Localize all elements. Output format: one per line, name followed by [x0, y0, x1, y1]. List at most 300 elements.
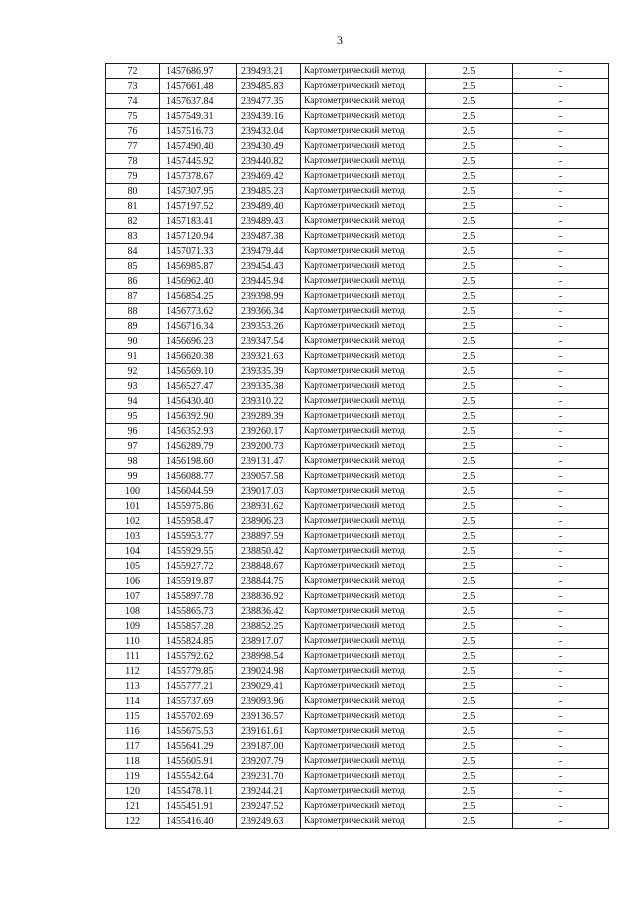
table-row — [106, 694, 609, 709]
table-row — [106, 469, 609, 484]
accuracy-cell: 2.5 — [426, 94, 513, 109]
method-cell: Картометрический метод — [301, 94, 426, 109]
accuracy-cell: 2.5 — [426, 214, 513, 229]
accuracy-cell: 2.5 — [426, 454, 513, 469]
table-row — [106, 634, 609, 649]
table-row — [106, 574, 609, 589]
y-coordinate-cell: 239249.63 — [237, 814, 301, 829]
table-row — [106, 604, 609, 619]
y-coordinate-cell: 239366.34 — [237, 304, 301, 319]
accuracy-cell: 2.5 — [426, 79, 513, 94]
point-number-cell: 87 — [106, 289, 160, 304]
note-cell: - — [513, 229, 609, 244]
y-coordinate-cell: 239200.73 — [237, 439, 301, 454]
x-coordinate-cell: 1456044.59 — [160, 484, 237, 499]
x-coordinate-cell: 1457637.84 — [160, 94, 237, 109]
table-row — [106, 739, 609, 754]
note-cell: - — [513, 529, 609, 544]
y-coordinate-cell: 239024.98 — [237, 664, 301, 679]
method-cell: Картометрический метод — [301, 364, 426, 379]
table-row — [106, 349, 609, 364]
table-row — [106, 499, 609, 514]
method-cell: Картометрический метод — [301, 454, 426, 469]
note-cell: - — [513, 604, 609, 619]
point-number-cell: 82 — [106, 214, 160, 229]
accuracy-cell: 2.5 — [426, 394, 513, 409]
point-number-cell: 109 — [106, 619, 160, 634]
point-number-cell: 100 — [106, 484, 160, 499]
note-cell: - — [513, 64, 609, 79]
note-cell: - — [513, 574, 609, 589]
y-coordinate-cell: 239187.00 — [237, 739, 301, 754]
method-cell: Картометрический метод — [301, 559, 426, 574]
note-cell: - — [513, 469, 609, 484]
y-coordinate-cell: 238897.59 — [237, 529, 301, 544]
point-number-cell: 72 — [106, 64, 160, 79]
note-cell: - — [513, 319, 609, 334]
x-coordinate-cell: 1456088.77 — [160, 469, 237, 484]
y-coordinate-cell: 239398.99 — [237, 289, 301, 304]
method-cell: Картометрический метод — [301, 769, 426, 784]
x-coordinate-cell: 1455792.62 — [160, 649, 237, 664]
method-cell: Картометрический метод — [301, 544, 426, 559]
method-cell: Картометрический метод — [301, 754, 426, 769]
table-row — [106, 454, 609, 469]
point-number-cell: 120 — [106, 784, 160, 799]
table-row — [106, 424, 609, 439]
x-coordinate-cell: 1455777.21 — [160, 679, 237, 694]
point-number-cell: 111 — [106, 649, 160, 664]
x-coordinate-cell: 1455865.73 — [160, 604, 237, 619]
accuracy-cell: 2.5 — [426, 664, 513, 679]
x-coordinate-cell: 1456773.62 — [160, 304, 237, 319]
accuracy-cell: 2.5 — [426, 724, 513, 739]
y-coordinate-cell: 239310.22 — [237, 394, 301, 409]
method-cell: Картометрический метод — [301, 274, 426, 289]
y-coordinate-cell: 238844.75 — [237, 574, 301, 589]
x-coordinate-cell: 1456289.79 — [160, 439, 237, 454]
method-cell: Картометрический метод — [301, 484, 426, 499]
table-row — [106, 109, 609, 124]
method-cell: Картометрический метод — [301, 469, 426, 484]
y-coordinate-cell: 239335.38 — [237, 379, 301, 394]
y-coordinate-cell: 238906.23 — [237, 514, 301, 529]
accuracy-cell: 2.5 — [426, 799, 513, 814]
accuracy-cell: 2.5 — [426, 649, 513, 664]
note-cell: - — [513, 199, 609, 214]
point-number-cell: 107 — [106, 589, 160, 604]
point-number-cell: 102 — [106, 514, 160, 529]
point-number-cell: 75 — [106, 109, 160, 124]
method-cell: Картометрический метод — [301, 154, 426, 169]
table-row — [106, 784, 609, 799]
point-number-cell: 117 — [106, 739, 160, 754]
method-cell: Картометрический метод — [301, 424, 426, 439]
y-coordinate-cell: 239347.54 — [237, 334, 301, 349]
x-coordinate-cell: 1456430.40 — [160, 394, 237, 409]
accuracy-cell: 2.5 — [426, 349, 513, 364]
note-cell: - — [513, 619, 609, 634]
note-cell: - — [513, 184, 609, 199]
accuracy-cell: 2.5 — [426, 439, 513, 454]
table-row — [106, 379, 609, 394]
accuracy-cell: 2.5 — [426, 274, 513, 289]
point-number-cell: 113 — [106, 679, 160, 694]
y-coordinate-cell: 239445.94 — [237, 274, 301, 289]
y-coordinate-cell: 239231.70 — [237, 769, 301, 784]
note-cell: - — [513, 634, 609, 649]
point-number-cell: 119 — [106, 769, 160, 784]
coordinates-table-body — [106, 64, 609, 829]
table-row — [106, 94, 609, 109]
note-cell: - — [513, 304, 609, 319]
accuracy-cell: 2.5 — [426, 109, 513, 124]
note-cell: - — [513, 559, 609, 574]
note-cell: - — [513, 334, 609, 349]
method-cell: Картометрический метод — [301, 634, 426, 649]
y-coordinate-cell: 239479.44 — [237, 244, 301, 259]
y-coordinate-cell: 239093.96 — [237, 694, 301, 709]
x-coordinate-cell: 1456569.10 — [160, 364, 237, 379]
accuracy-cell: 2.5 — [426, 229, 513, 244]
note-cell: - — [513, 649, 609, 664]
y-coordinate-cell: 239247.52 — [237, 799, 301, 814]
method-cell: Картометрический метод — [301, 139, 426, 154]
accuracy-cell: 2.5 — [426, 739, 513, 754]
x-coordinate-cell: 1455702.69 — [160, 709, 237, 724]
table-row — [106, 274, 609, 289]
point-number-cell: 85 — [106, 259, 160, 274]
table-row — [106, 769, 609, 784]
note-cell: - — [513, 244, 609, 259]
note-cell: - — [513, 139, 609, 154]
point-number-cell: 118 — [106, 754, 160, 769]
accuracy-cell: 2.5 — [426, 604, 513, 619]
method-cell: Картометрический метод — [301, 604, 426, 619]
y-coordinate-cell: 239493.21 — [237, 64, 301, 79]
accuracy-cell: 2.5 — [426, 769, 513, 784]
point-number-cell: 106 — [106, 574, 160, 589]
x-coordinate-cell: 1455605.91 — [160, 754, 237, 769]
y-coordinate-cell: 239029.41 — [237, 679, 301, 694]
method-cell: Картометрический метод — [301, 349, 426, 364]
table-row — [106, 709, 609, 724]
point-number-cell: 96 — [106, 424, 160, 439]
accuracy-cell: 2.5 — [426, 529, 513, 544]
x-coordinate-cell: 1455416.40 — [160, 814, 237, 829]
table-row — [106, 799, 609, 814]
method-cell: Картометрический метод — [301, 379, 426, 394]
y-coordinate-cell: 239136.57 — [237, 709, 301, 724]
method-cell: Картометрический метод — [301, 799, 426, 814]
point-number-cell: 114 — [106, 694, 160, 709]
accuracy-cell: 2.5 — [426, 619, 513, 634]
x-coordinate-cell: 1457183.41 — [160, 214, 237, 229]
accuracy-cell: 2.5 — [426, 709, 513, 724]
table-row — [106, 184, 609, 199]
method-cell: Картометрический метод — [301, 589, 426, 604]
accuracy-cell: 2.5 — [426, 199, 513, 214]
method-cell: Картометрический метод — [301, 619, 426, 634]
note-cell: - — [513, 364, 609, 379]
accuracy-cell: 2.5 — [426, 484, 513, 499]
x-coordinate-cell: 1457445.92 — [160, 154, 237, 169]
point-number-cell: 94 — [106, 394, 160, 409]
note-cell: - — [513, 679, 609, 694]
method-cell: Картометрический метод — [301, 184, 426, 199]
accuracy-cell: 2.5 — [426, 694, 513, 709]
accuracy-cell: 2.5 — [426, 379, 513, 394]
table-row — [106, 139, 609, 154]
note-cell: - — [513, 454, 609, 469]
method-cell: Картометрический метод — [301, 724, 426, 739]
point-number-cell: 95 — [106, 409, 160, 424]
x-coordinate-cell: 1455737.69 — [160, 694, 237, 709]
method-cell: Картометрический метод — [301, 334, 426, 349]
y-coordinate-cell: 239207.79 — [237, 754, 301, 769]
y-coordinate-cell: 239485.23 — [237, 184, 301, 199]
accuracy-cell: 2.5 — [426, 139, 513, 154]
method-cell: Картометрический метод — [301, 574, 426, 589]
point-number-cell: 110 — [106, 634, 160, 649]
accuracy-cell: 2.5 — [426, 514, 513, 529]
point-number-cell: 99 — [106, 469, 160, 484]
y-coordinate-cell: 239485.83 — [237, 79, 301, 94]
y-coordinate-cell: 239131.47 — [237, 454, 301, 469]
note-cell: - — [513, 154, 609, 169]
method-cell: Картометрический метод — [301, 739, 426, 754]
note-cell: - — [513, 349, 609, 364]
point-number-cell: 98 — [106, 454, 160, 469]
method-cell: Картометрический метод — [301, 319, 426, 334]
y-coordinate-cell: 238917.07 — [237, 634, 301, 649]
x-coordinate-cell: 1457686.97 — [160, 64, 237, 79]
method-cell: Картометрический метод — [301, 109, 426, 124]
note-cell: - — [513, 514, 609, 529]
point-number-cell: 76 — [106, 124, 160, 139]
table-row — [106, 814, 609, 829]
page-number: 3 — [337, 33, 343, 47]
y-coordinate-cell: 238836.42 — [237, 604, 301, 619]
method-cell: Картометрический метод — [301, 499, 426, 514]
table-row — [106, 679, 609, 694]
note-cell: - — [513, 484, 609, 499]
note-cell: - — [513, 394, 609, 409]
point-number-cell: 81 — [106, 199, 160, 214]
note-cell: - — [513, 274, 609, 289]
table-row — [106, 334, 609, 349]
note-cell: - — [513, 754, 609, 769]
accuracy-cell: 2.5 — [426, 634, 513, 649]
point-number-cell: 73 — [106, 79, 160, 94]
y-coordinate-cell: 239440.82 — [237, 154, 301, 169]
table-row — [106, 259, 609, 274]
accuracy-cell: 2.5 — [426, 334, 513, 349]
note-cell: - — [513, 544, 609, 559]
x-coordinate-cell: 1457378.67 — [160, 169, 237, 184]
y-coordinate-cell: 239244.21 — [237, 784, 301, 799]
method-cell: Картометрический метод — [301, 439, 426, 454]
y-coordinate-cell: 239430.49 — [237, 139, 301, 154]
table-row — [106, 529, 609, 544]
x-coordinate-cell: 1456352.93 — [160, 424, 237, 439]
y-coordinate-cell: 238931.62 — [237, 499, 301, 514]
note-cell: - — [513, 499, 609, 514]
accuracy-cell: 2.5 — [426, 589, 513, 604]
accuracy-cell: 2.5 — [426, 319, 513, 334]
accuracy-cell: 2.5 — [426, 544, 513, 559]
accuracy-cell: 2.5 — [426, 469, 513, 484]
y-coordinate-cell: 239487.38 — [237, 229, 301, 244]
x-coordinate-cell: 1457307.95 — [160, 184, 237, 199]
x-coordinate-cell: 1457549.31 — [160, 109, 237, 124]
accuracy-cell: 2.5 — [426, 124, 513, 139]
x-coordinate-cell: 1455857.28 — [160, 619, 237, 634]
note-cell: - — [513, 439, 609, 454]
table-row — [106, 244, 609, 259]
table-row — [106, 409, 609, 424]
note-cell: - — [513, 709, 609, 724]
note-cell: - — [513, 169, 609, 184]
note-cell: - — [513, 814, 609, 829]
note-cell: - — [513, 124, 609, 139]
point-number-cell: 83 — [106, 229, 160, 244]
method-cell: Картометрический метод — [301, 304, 426, 319]
y-coordinate-cell: 239439.16 — [237, 109, 301, 124]
accuracy-cell: 2.5 — [426, 184, 513, 199]
x-coordinate-cell: 1456527.47 — [160, 379, 237, 394]
note-cell: - — [513, 79, 609, 94]
y-coordinate-cell: 239489.43 — [237, 214, 301, 229]
note-cell: - — [513, 409, 609, 424]
y-coordinate-cell: 239469.42 — [237, 169, 301, 184]
y-coordinate-cell: 239477.35 — [237, 94, 301, 109]
point-number-cell: 121 — [106, 799, 160, 814]
y-coordinate-cell: 238852.25 — [237, 619, 301, 634]
y-coordinate-cell: 238848.67 — [237, 559, 301, 574]
x-coordinate-cell: 1456620.38 — [160, 349, 237, 364]
method-cell: Картометрический метод — [301, 229, 426, 244]
x-coordinate-cell: 1456716.34 — [160, 319, 237, 334]
method-cell: Картометрический метод — [301, 649, 426, 664]
accuracy-cell: 2.5 — [426, 574, 513, 589]
x-coordinate-cell: 1455929.55 — [160, 544, 237, 559]
point-number-cell: 80 — [106, 184, 160, 199]
point-number-cell: 122 — [106, 814, 160, 829]
accuracy-cell: 2.5 — [426, 814, 513, 829]
note-cell: - — [513, 289, 609, 304]
method-cell: Картометрический метод — [301, 214, 426, 229]
table-row — [106, 394, 609, 409]
x-coordinate-cell: 1455958.47 — [160, 514, 237, 529]
table-row — [106, 589, 609, 604]
x-coordinate-cell: 1455451.91 — [160, 799, 237, 814]
note-cell: - — [513, 784, 609, 799]
y-coordinate-cell: 239454.43 — [237, 259, 301, 274]
table-row — [106, 214, 609, 229]
x-coordinate-cell: 1456198.60 — [160, 454, 237, 469]
method-cell: Картометрический метод — [301, 694, 426, 709]
x-coordinate-cell: 1457071.33 — [160, 244, 237, 259]
accuracy-cell: 2.5 — [426, 784, 513, 799]
point-number-cell: 77 — [106, 139, 160, 154]
point-number-cell: 105 — [106, 559, 160, 574]
y-coordinate-cell: 239353.26 — [237, 319, 301, 334]
point-number-cell: 79 — [106, 169, 160, 184]
table-row — [106, 514, 609, 529]
accuracy-cell: 2.5 — [426, 364, 513, 379]
table-row — [106, 289, 609, 304]
point-number-cell: 91 — [106, 349, 160, 364]
accuracy-cell: 2.5 — [426, 169, 513, 184]
table-row — [106, 364, 609, 379]
accuracy-cell: 2.5 — [426, 409, 513, 424]
note-cell: - — [513, 424, 609, 439]
y-coordinate-cell: 238998.54 — [237, 649, 301, 664]
method-cell: Картометрический метод — [301, 289, 426, 304]
method-cell: Картометрический метод — [301, 679, 426, 694]
accuracy-cell: 2.5 — [426, 304, 513, 319]
accuracy-cell: 2.5 — [426, 259, 513, 274]
x-coordinate-cell: 1455953.77 — [160, 529, 237, 544]
note-cell: - — [513, 739, 609, 754]
point-number-cell: 89 — [106, 319, 160, 334]
x-coordinate-cell: 1456962.40 — [160, 274, 237, 289]
point-number-cell: 104 — [106, 544, 160, 559]
method-cell: Картометрический метод — [301, 664, 426, 679]
point-number-cell: 97 — [106, 439, 160, 454]
method-cell: Картометрический метод — [301, 64, 426, 79]
accuracy-cell: 2.5 — [426, 289, 513, 304]
coordinates-table — [105, 63, 609, 829]
x-coordinate-cell: 1455919.87 — [160, 574, 237, 589]
note-cell: - — [513, 94, 609, 109]
accuracy-cell: 2.5 — [426, 424, 513, 439]
x-coordinate-cell: 1457197.52 — [160, 199, 237, 214]
table-row — [106, 559, 609, 574]
point-number-cell: 88 — [106, 304, 160, 319]
y-coordinate-cell: 238850.42 — [237, 544, 301, 559]
point-number-cell: 115 — [106, 709, 160, 724]
table-row — [106, 304, 609, 319]
table-row — [106, 724, 609, 739]
accuracy-cell: 2.5 — [426, 754, 513, 769]
point-number-cell: 108 — [106, 604, 160, 619]
accuracy-cell: 2.5 — [426, 244, 513, 259]
point-number-cell: 103 — [106, 529, 160, 544]
note-cell: - — [513, 724, 609, 739]
point-number-cell: 116 — [106, 724, 160, 739]
y-coordinate-cell: 239432.04 — [237, 124, 301, 139]
note-cell: - — [513, 664, 609, 679]
note-cell: - — [513, 694, 609, 709]
y-coordinate-cell: 239321.63 — [237, 349, 301, 364]
point-number-cell: 78 — [106, 154, 160, 169]
point-number-cell: 92 — [106, 364, 160, 379]
x-coordinate-cell: 1457120.94 — [160, 229, 237, 244]
table-row — [106, 439, 609, 454]
table-row — [106, 229, 609, 244]
accuracy-cell: 2.5 — [426, 559, 513, 574]
table-row — [106, 154, 609, 169]
point-number-cell: 86 — [106, 274, 160, 289]
point-number-cell: 90 — [106, 334, 160, 349]
x-coordinate-cell: 1455641.29 — [160, 739, 237, 754]
point-number-cell: 74 — [106, 94, 160, 109]
point-number-cell: 93 — [106, 379, 160, 394]
y-coordinate-cell: 239489.40 — [237, 199, 301, 214]
accuracy-cell: 2.5 — [426, 679, 513, 694]
